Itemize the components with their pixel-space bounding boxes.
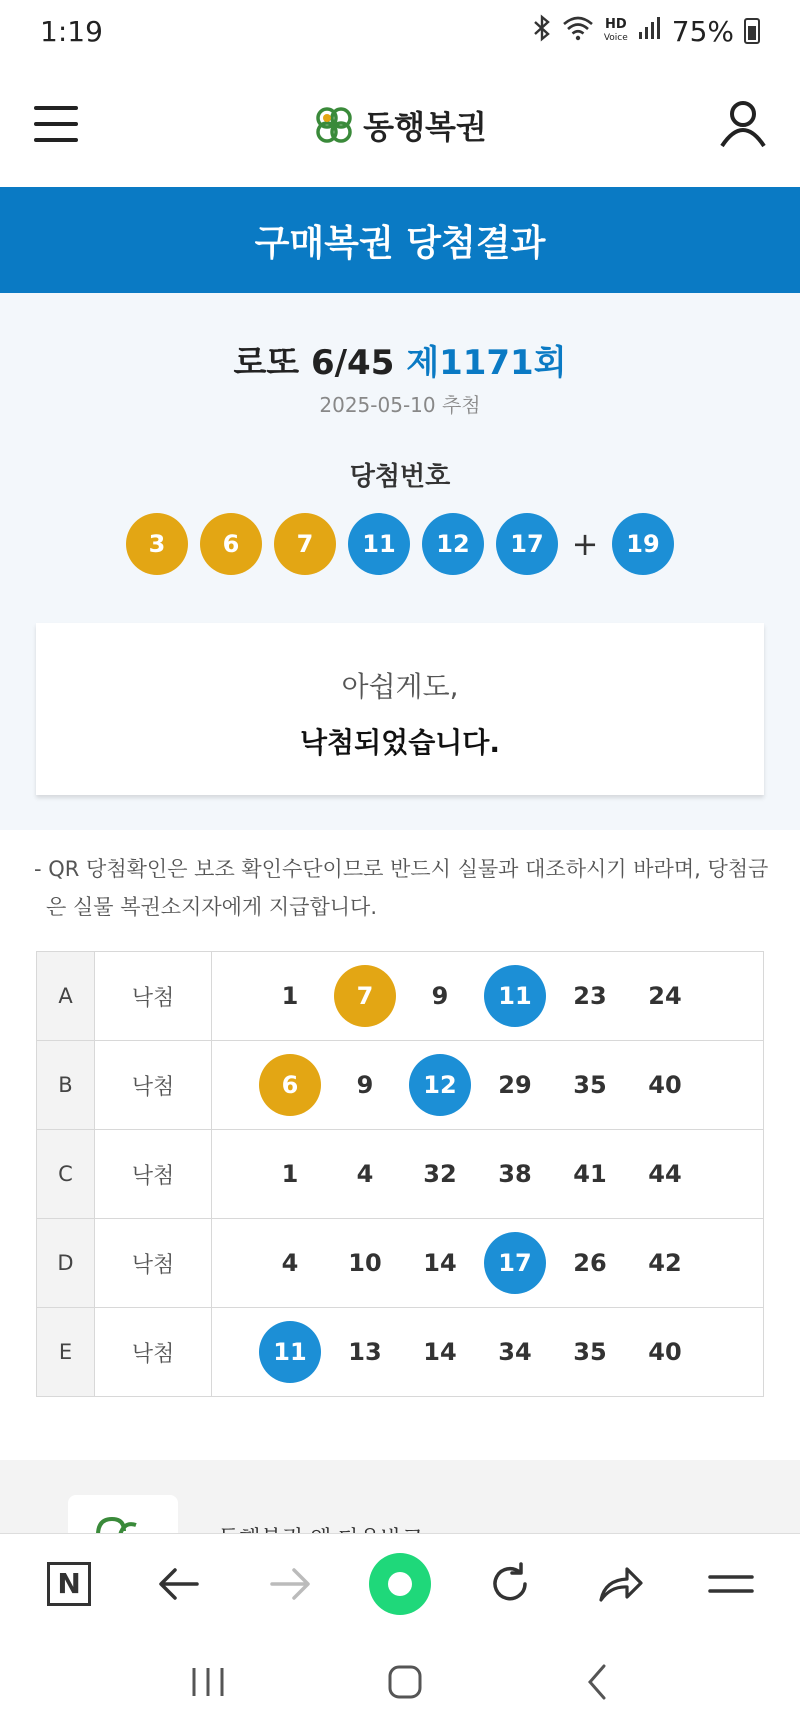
ticket-result-label: 낙첨 <box>95 1308 212 1397</box>
ticket-table <box>36 951 764 1397</box>
ticket-number: 44 <box>648 1160 682 1188</box>
ticket-game-label: C <box>37 1130 95 1219</box>
signal-icon <box>638 16 662 46</box>
ticket-numbers-cell <box>212 1041 764 1130</box>
browser-menu-button[interactable] <box>699 1552 763 1616</box>
winning-ball: 17 <box>496 513 558 575</box>
matched-number-ball: 6 <box>259 1054 321 1116</box>
winning-ball: 12 <box>422 513 484 575</box>
green-dot-button[interactable] <box>368 1552 432 1616</box>
matched-number-ball: 12 <box>409 1054 471 1116</box>
menu-line <box>34 106 78 110</box>
ticket-number <box>253 1054 328 1116</box>
game-name: 로또 6/45 <box>233 343 395 383</box>
recent-apps-icon <box>188 1664 228 1700</box>
matched-number-ball: 7 <box>334 965 396 1027</box>
ticket-numbers-cell <box>212 1130 764 1219</box>
refresh-button[interactable] <box>478 1552 542 1616</box>
ticket-number: 1 <box>281 982 299 1010</box>
ticket-game-label: E <box>37 1308 95 1397</box>
ticket-number: 29 <box>498 1071 532 1099</box>
ticket-result-label: 낙첨 <box>95 1041 212 1130</box>
ticket-row <box>37 1130 764 1219</box>
ticket-number: 9 <box>356 1071 374 1099</box>
ticket-number <box>478 1232 553 1294</box>
system-back-button[interactable] <box>582 1662 612 1706</box>
winning-numbers-label: 당첨번호 <box>349 462 451 492</box>
battery-percent: 75% <box>671 14 734 48</box>
result-card <box>36 623 764 795</box>
home-icon <box>385 1662 425 1702</box>
ticket-number: 4 <box>356 1160 374 1188</box>
user-account-button[interactable] <box>718 98 768 148</box>
logo-text: 동행복권 <box>363 107 487 146</box>
ticket-number <box>253 1321 328 1383</box>
forward-button[interactable] <box>258 1552 322 1616</box>
forward-arrow-icon <box>268 1566 312 1602</box>
menu-line <box>34 138 78 142</box>
green-dot-icon <box>369 1553 431 1615</box>
status-time: 1:19 <box>40 14 103 48</box>
result-sorry-text: 아쉽게도, <box>341 670 459 703</box>
winning-ball: 7 <box>274 513 336 575</box>
ticket-row <box>37 1219 764 1308</box>
winning-ball: 6 <box>200 513 262 575</box>
winning-ball: 3 <box>126 513 188 575</box>
ticket-number <box>403 1054 478 1116</box>
wifi-icon <box>562 15 594 47</box>
bluetooth-icon <box>532 15 552 47</box>
qr-notice: - QR 당첨확인은 보조 확인수단이므로 반드시 실물과 대조하시기 바라며, 당첨금은 실물 복권소지자에게 지급합니다. <box>34 857 769 919</box>
ticket-number: 14 <box>423 1338 457 1366</box>
draw-result-section <box>0 293 800 830</box>
ticket-number: 4 <box>281 1249 299 1277</box>
menu-line <box>34 122 78 126</box>
ticket-result-label: 낙첨 <box>95 1219 212 1308</box>
refresh-icon <box>487 1561 533 1607</box>
clover-logo-icon <box>313 105 355 145</box>
winning-ball: 11 <box>348 513 410 575</box>
app-header <box>0 62 800 187</box>
ticket-row <box>37 1041 764 1130</box>
back-button[interactable] <box>147 1552 211 1616</box>
site-logo[interactable] <box>313 102 487 148</box>
naver-home-button[interactable] <box>37 1552 101 1616</box>
ticket-number <box>478 965 553 1027</box>
plus-sign: + <box>571 525 599 563</box>
ticket-number: 9 <box>431 982 449 1010</box>
ticket-numbers-cell <box>212 1308 764 1397</box>
ticket-row <box>37 952 764 1041</box>
matched-number-ball: 11 <box>484 965 546 1027</box>
ticket-number: 42 <box>648 1249 682 1277</box>
ticket-game-label: D <box>37 1219 95 1308</box>
naver-icon: N <box>47 1562 91 1606</box>
hamburger-menu-button[interactable] <box>34 102 78 146</box>
chevron-left-icon <box>582 1662 612 1702</box>
user-icon <box>718 98 768 148</box>
result-lose-text: 낙첨되었습니다. <box>300 726 500 759</box>
ticket-number: 1 <box>281 1160 299 1188</box>
ticket-numbers-cell <box>212 952 764 1041</box>
status-icons <box>532 15 760 48</box>
ticket-number: 24 <box>648 982 682 1010</box>
back-arrow-icon <box>157 1566 201 1602</box>
page-title: 구매복권 당첨결과 <box>254 222 546 264</box>
status-bar <box>0 0 800 62</box>
winning-numbers <box>0 513 800 575</box>
ticket-numbers-cell <box>212 1219 764 1308</box>
draw-round: 제1171회 <box>406 343 567 383</box>
hd-label: HD <box>604 16 627 32</box>
ticket-game-label: A <box>37 952 95 1041</box>
ticket-number: 23 <box>573 982 607 1010</box>
ticket-game-label: B <box>37 1041 95 1130</box>
system-nav-bar <box>0 1633 800 1734</box>
recent-apps-button[interactable] <box>188 1664 228 1704</box>
ticket-number <box>328 965 403 1027</box>
ticket-number: 35 <box>573 1338 607 1366</box>
matched-number-ball: 17 <box>484 1232 546 1294</box>
page-title-banner <box>0 187 800 293</box>
ticket-number: 26 <box>573 1249 607 1277</box>
ticket-number: 40 <box>648 1071 682 1099</box>
draw-date: 2025-05-10 추첨 <box>319 393 481 417</box>
ticket-number: 32 <box>423 1160 457 1188</box>
share-button[interactable] <box>589 1552 653 1616</box>
ticket-row <box>37 1308 764 1397</box>
ticket-number: 34 <box>498 1338 532 1366</box>
app-logo-icon <box>68 1495 178 1535</box>
ticket-number: 10 <box>348 1249 382 1277</box>
app-download-card[interactable] <box>68 1495 178 1535</box>
hd-sub-label: Voice <box>603 32 628 43</box>
home-button[interactable] <box>385 1662 425 1706</box>
ticket-number: 40 <box>648 1338 682 1366</box>
ticket-number: 38 <box>498 1160 532 1188</box>
ticket-result-label: 낙첨 <box>95 952 212 1041</box>
ticket-number: 35 <box>573 1071 607 1099</box>
hd-voice-icon <box>603 16 628 44</box>
draw-title <box>0 335 800 384</box>
battery-icon <box>744 18 760 44</box>
browser-toolbar <box>0 1533 800 1633</box>
ticket-result-label: 낙첨 <box>95 1130 212 1219</box>
matched-number-ball: 11 <box>259 1321 321 1383</box>
ticket-number: 14 <box>423 1249 457 1277</box>
bonus-ball: 19 <box>612 513 674 575</box>
menu-icon <box>708 1569 754 1599</box>
share-icon <box>597 1564 645 1604</box>
ticket-number: 13 <box>348 1338 382 1366</box>
ticket-number: 41 <box>573 1160 607 1188</box>
